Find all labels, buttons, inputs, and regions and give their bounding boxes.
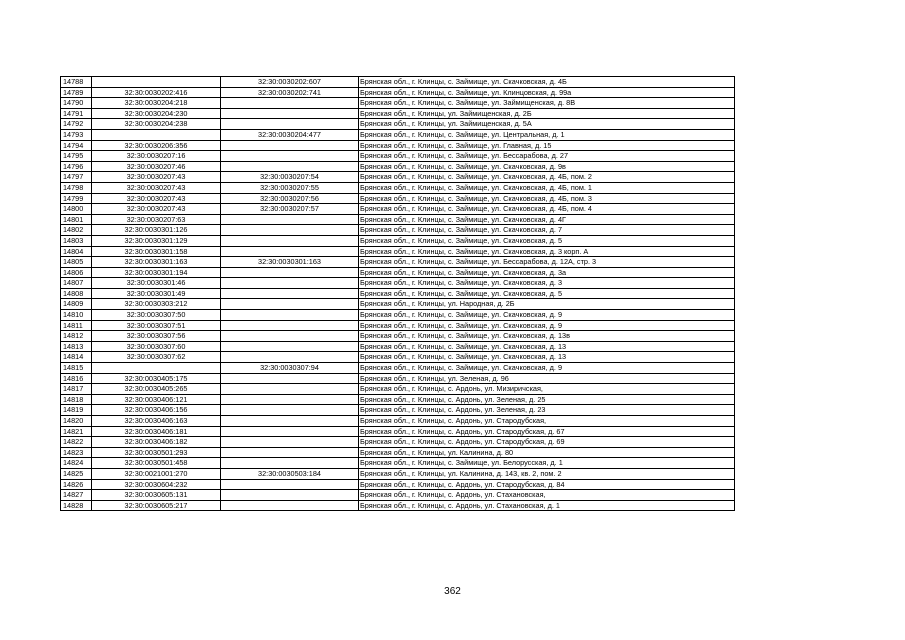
cadastral-land-number-cell: 32:30:0030206:356 [92, 140, 221, 151]
address-cell: Брянская обл., г. Клинцы, с. Займище, ул. Бессарабова, д. 27 [359, 151, 735, 162]
address-cell: Брянская обл., г. Клинцы, с. Ардонь, ул. Зеленая, д. 23 [359, 405, 735, 416]
table-row [61, 288, 735, 299]
cadastral-land-number-cell: 32:30:0030303:212 [92, 299, 221, 310]
cadastral-land-number-cell: 32:30:0030406:163 [92, 416, 221, 427]
address-cell: Брянская обл., г. Клинцы, с. Займище, ул. Главная, д. 15 [359, 140, 735, 151]
cadastral-land-number-cell: 32:30:0030207:46 [92, 161, 221, 172]
cadastral-land-number-cell: 32:30:0030406:181 [92, 426, 221, 437]
table-row [61, 98, 735, 109]
cadastral-table [60, 76, 735, 511]
table-row [61, 490, 735, 501]
cadastral-land-number-cell: 32:30:0021001:270 [92, 468, 221, 479]
address-cell: Брянская обл., г. Клинцы, ул. Займищенская, д. 5А [359, 119, 735, 130]
cadastral-object-number-cell [221, 405, 359, 416]
cadastral-land-number-cell [92, 129, 221, 140]
cadastral-land-number-cell: 32:30:0030301:126 [92, 225, 221, 236]
row-number-cell: 14813 [61, 341, 92, 352]
table-row [61, 352, 735, 363]
table-row [61, 447, 735, 458]
cadastral-land-number-cell: 32:30:0030307:62 [92, 352, 221, 363]
cadastral-land-number-cell: 32:30:0030204:218 [92, 98, 221, 109]
address-cell: Брянская обл., г. Клинцы, с. Ардонь, ул. Стародубская, [359, 416, 735, 427]
address-cell: Брянская обл., г. Клинцы, с. Займище, ул. Скачковская, д. 4Г [359, 214, 735, 225]
row-number-cell: 14797 [61, 172, 92, 183]
table-row [61, 426, 735, 437]
address-cell: Брянская обл., г. Клинцы, ул. Зеленая, д. 96 [359, 373, 735, 384]
cadastral-object-number-cell [221, 235, 359, 246]
cadastral-land-number-cell: 32:30:0030207:63 [92, 214, 221, 225]
table-row [61, 204, 735, 215]
row-number-cell: 14805 [61, 257, 92, 268]
table-row [61, 458, 735, 469]
row-number-cell: 14815 [61, 363, 92, 374]
row-number-cell: 14817 [61, 384, 92, 395]
cadastral-land-number-cell: 32:30:0030501:293 [92, 447, 221, 458]
row-number-cell: 14796 [61, 161, 92, 172]
row-number-cell: 14804 [61, 246, 92, 257]
cadastral-land-number-cell: 32:30:0030207:16 [92, 151, 221, 162]
table-row [61, 87, 735, 98]
cadastral-land-number-cell: 32:30:0030202:416 [92, 87, 221, 98]
table-row [61, 193, 735, 204]
table-row [61, 468, 735, 479]
cadastral-object-number-cell: 32:30:0030207:56 [221, 193, 359, 204]
cadastral-land-number-cell: 32:30:0030605:131 [92, 490, 221, 501]
cadastral-object-number-cell: 32:30:0030202:741 [221, 87, 359, 98]
address-cell: Брянская обл., г. Клинцы, с. Займище, ул. Скачковская, д. 13 [359, 352, 735, 363]
address-cell: Брянская обл., г. Клинцы, с. Займище, ул. Скачковская, д. 3 корп. А [359, 246, 735, 257]
cadastral-object-number-cell [221, 119, 359, 130]
table-row [61, 257, 735, 268]
row-number-cell: 14789 [61, 87, 92, 98]
cadastral-land-number-cell: 32:30:0030605:217 [92, 500, 221, 511]
table-row [61, 151, 735, 162]
table-row [61, 235, 735, 246]
cadastral-object-number-cell [221, 161, 359, 172]
cadastral-object-number-cell [221, 267, 359, 278]
row-number-cell: 14827 [61, 490, 92, 501]
row-number-cell: 14823 [61, 447, 92, 458]
cadastral-land-number-cell: 32:30:0030207:43 [92, 193, 221, 204]
row-number-cell: 14821 [61, 426, 92, 437]
address-cell: Брянская обл., г. Клинцы, с. Займище, ул. Скачковская, д. 9 [359, 310, 735, 321]
cadastral-land-number-cell: 32:30:0030406:121 [92, 394, 221, 405]
address-cell: Брянская обл., г. Клинцы, с. Займище, ул. Бессарабова, д. 12А, стр. 3 [359, 257, 735, 268]
cadastral-land-number-cell: 32:30:0030604:232 [92, 479, 221, 490]
cadastral-object-number-cell: 32:30:0030307:94 [221, 363, 359, 374]
address-cell: Брянская обл., г. Клинцы, с. Займище, ул. Скачковская, д. 4Б, пом. 3 [359, 193, 735, 204]
row-number-cell: 14828 [61, 500, 92, 511]
address-cell: Брянская обл., г. Клинцы, с. Займище, ул. Скачковская, д. 13в [359, 331, 735, 342]
address-cell: Брянская обл., г. Клинцы, с. Займище, ул. Скачковская, д. 9 [359, 320, 735, 331]
table-row [61, 267, 735, 278]
row-number-cell: 14807 [61, 278, 92, 289]
cadastral-land-number-cell: 32:30:0030301:46 [92, 278, 221, 289]
address-cell: Брянская обл., г. Клинцы, с. Займище, ул. Скачковская, д. 5 [359, 288, 735, 299]
cadastral-object-number-cell [221, 437, 359, 448]
table-row [61, 363, 735, 374]
row-number-cell: 14793 [61, 129, 92, 140]
cadastral-object-number-cell [221, 490, 359, 501]
row-number-cell: 14819 [61, 405, 92, 416]
cadastral-object-number-cell [221, 320, 359, 331]
address-cell: Брянская обл., г. Клинцы, ул. Калинина, д. 80 [359, 447, 735, 458]
row-number-cell: 14795 [61, 151, 92, 162]
row-number-cell: 14788 [61, 77, 92, 88]
cadastral-object-number-cell [221, 416, 359, 427]
row-number-cell: 14792 [61, 119, 92, 130]
row-number-cell: 14816 [61, 373, 92, 384]
address-cell: Брянская обл., г. Клинцы, с. Ардонь, ул. Стахановская, [359, 490, 735, 501]
cadastral-object-number-cell: 32:30:0030207:57 [221, 204, 359, 215]
cadastral-land-number-cell: 32:30:0030307:56 [92, 331, 221, 342]
cadastral-land-number-cell: 32:30:0030207:43 [92, 204, 221, 215]
cadastral-land-number-cell: 32:30:0030301:129 [92, 235, 221, 246]
cadastral-object-number-cell [221, 225, 359, 236]
table-row [61, 416, 735, 427]
cadastral-object-number-cell [221, 500, 359, 511]
cadastral-object-number-cell [221, 98, 359, 109]
cadastral-object-number-cell [221, 352, 359, 363]
row-number-cell: 14798 [61, 182, 92, 193]
cadastral-land-number-cell: 32:30:0030301:194 [92, 267, 221, 278]
row-number-cell: 14814 [61, 352, 92, 363]
table-row [61, 161, 735, 172]
address-cell: Брянская обл., г. Клинцы, с. Ардонь, ул. Стародубская, д. 67 [359, 426, 735, 437]
cadastral-land-number-cell: 32:30:0030405:175 [92, 373, 221, 384]
cadastral-land-number-cell: 32:30:0030405:265 [92, 384, 221, 395]
address-cell: Брянская обл., г. Клинцы, ул. Народная, д. 2Б [359, 299, 735, 310]
cadastral-object-number-cell [221, 151, 359, 162]
address-cell: Брянская обл., г. Клинцы, с. Ардонь, ул. Стародубская, д. 84 [359, 479, 735, 490]
cadastral-land-number-cell: 32:30:0030501:458 [92, 458, 221, 469]
cadastral-object-number-cell [221, 140, 359, 151]
address-cell: Брянская обл., г. Клинцы, с. Ардонь, ул. Стахановская, д. 1 [359, 500, 735, 511]
cadastral-land-number-cell: 32:30:0030406:182 [92, 437, 221, 448]
table-row [61, 119, 735, 130]
table-row [61, 214, 735, 225]
table-row [61, 479, 735, 490]
address-cell: Брянская обл., г. Клинцы, с. Займище, ул. Клинцовская, д. 99а [359, 87, 735, 98]
cadastral-land-number-cell: 32:30:0030307:60 [92, 341, 221, 352]
row-number-cell: 14806 [61, 267, 92, 278]
cadastral-object-number-cell [221, 278, 359, 289]
cadastral-object-number-cell [221, 394, 359, 405]
row-number-cell: 14818 [61, 394, 92, 405]
table-row [61, 394, 735, 405]
cadastral-object-number-cell [221, 373, 359, 384]
address-cell: Брянская обл., г. Клинцы, с. Займище, ул. Белорусская, д. 1 [359, 458, 735, 469]
cadastral-object-number-cell: 32:30:0030202:607 [221, 77, 359, 88]
cadastral-object-number-cell [221, 384, 359, 395]
cadastral-object-number-cell [221, 246, 359, 257]
row-number-cell: 14824 [61, 458, 92, 469]
cadastral-land-number-cell [92, 77, 221, 88]
table-row [61, 500, 735, 511]
cadastral-object-number-cell: 32:30:0030207:55 [221, 182, 359, 193]
cadastral-object-number-cell: 32:30:0030207:54 [221, 172, 359, 183]
cadastral-object-number-cell [221, 426, 359, 437]
address-cell: Брянская обл., г. Клинцы, с. Займище, ул. Скачковская, д. 4Б, пом. 4 [359, 204, 735, 215]
table-row [61, 108, 735, 119]
address-cell: Брянская обл., г. Клинцы, с. Ардонь, ул. Зеленая, д. 25 [359, 394, 735, 405]
row-number-cell: 14810 [61, 310, 92, 321]
cadastral-land-number-cell: 32:30:0030301:163 [92, 257, 221, 268]
address-cell: Брянская обл., г. Клинцы, с. Займище, ул. Скачковская, д. 7 [359, 225, 735, 236]
cadastral-object-number-cell [221, 458, 359, 469]
row-number-cell: 14822 [61, 437, 92, 448]
table-row [61, 310, 735, 321]
address-cell: Брянская обл., г. Клинцы, ул. Калинина, д. 143, кв. 2, пом. 2 [359, 468, 735, 479]
cadastral-land-number-cell: 32:30:0030307:50 [92, 310, 221, 321]
cadastral-land-number-cell: 32:30:0030301:49 [92, 288, 221, 299]
address-cell: Брянская обл., г. Клинцы, с. Займище, ул. Скачковская, д. 13 [359, 341, 735, 352]
cadastral-object-number-cell: 32:30:0030301:163 [221, 257, 359, 268]
row-number-cell: 14794 [61, 140, 92, 151]
table-row [61, 129, 735, 140]
address-cell: Брянская обл., г. Клинцы, с. Займище, ул. Скачковская, д. 4Б, пом. 2 [359, 172, 735, 183]
row-number-cell: 14791 [61, 108, 92, 119]
cadastral-object-number-cell [221, 310, 359, 321]
table-body [61, 77, 735, 511]
cadastral-land-number-cell: 32:30:0030207:43 [92, 172, 221, 183]
table-row [61, 246, 735, 257]
cadastral-object-number-cell [221, 108, 359, 119]
cadastral-land-number-cell: 32:30:0030207:43 [92, 182, 221, 193]
page-number: 362 [444, 586, 461, 597]
table-row [61, 331, 735, 342]
row-number-cell: 14811 [61, 320, 92, 331]
table-row [61, 172, 735, 183]
table-row [61, 320, 735, 331]
cadastral-object-number-cell [221, 288, 359, 299]
table-row [61, 278, 735, 289]
address-cell: Брянская обл., г. Клинцы, ул. Займищенская, д. 2Б [359, 108, 735, 119]
address-cell: Брянская обл., г. Клинцы, с. Займище, ул. Скачковская, д. 9в [359, 161, 735, 172]
table-row [61, 140, 735, 151]
row-number-cell: 14820 [61, 416, 92, 427]
cadastral-land-number-cell: 32:30:0030406:156 [92, 405, 221, 416]
cadastral-object-number-cell [221, 214, 359, 225]
cadastral-object-number-cell [221, 331, 359, 342]
address-cell: Брянская обл., г. Клинцы, с. Займище, ул. Скачковская, д. 4Б [359, 77, 735, 88]
address-cell: Брянская обл., г. Клинцы, с. Займище, ул. Скачковская, д. 3а [359, 267, 735, 278]
cadastral-object-number-cell [221, 447, 359, 458]
row-number-cell: 14800 [61, 204, 92, 215]
cadastral-object-number-cell: 32:30:0030204:477 [221, 129, 359, 140]
table-row [61, 341, 735, 352]
address-cell: Брянская обл., г. Клинцы, с. Займище, ул. Скачковская, д. 5 [359, 235, 735, 246]
row-number-cell: 14808 [61, 288, 92, 299]
row-number-cell: 14809 [61, 299, 92, 310]
row-number-cell: 14790 [61, 98, 92, 109]
table-row [61, 405, 735, 416]
address-cell: Брянская обл., г. Клинцы, с. Займище, ул. Займищенская, д. 8В [359, 98, 735, 109]
row-number-cell: 14802 [61, 225, 92, 236]
cadastral-object-number-cell: 32:30:0030503:184 [221, 468, 359, 479]
address-cell: Брянская обл., г. Клинцы, с. Займище, ул. Центральная, д. 1 [359, 129, 735, 140]
cadastral-land-number-cell: 32:30:0030301:158 [92, 246, 221, 257]
row-number-cell: 14799 [61, 193, 92, 204]
cadastral-land-number-cell [92, 363, 221, 374]
address-cell: Брянская обл., г. Клинцы, с. Займище, ул. Скачковская, д. 4Б, пом. 1 [359, 182, 735, 193]
table-row [61, 384, 735, 395]
table-row [61, 182, 735, 193]
address-cell: Брянская обл., г. Клинцы, с. Займище, ул. Скачковская, д. 3 [359, 278, 735, 289]
address-cell: Брянская обл., г. Клинцы, с. Ардонь, ул. Стародубская, д. 69 [359, 437, 735, 448]
table-row [61, 225, 735, 236]
row-number-cell: 14803 [61, 235, 92, 246]
cadastral-object-number-cell [221, 341, 359, 352]
row-number-cell: 14812 [61, 331, 92, 342]
address-cell: Брянская обл., г. Клинцы, с. Ардонь, ул. Мизиричская, [359, 384, 735, 395]
cadastral-land-number-cell: 32:30:0030307:51 [92, 320, 221, 331]
table-row [61, 77, 735, 88]
cadastral-land-number-cell: 32:30:0030204:230 [92, 108, 221, 119]
cadastral-land-number-cell: 32:30:0030204:238 [92, 119, 221, 130]
row-number-cell: 14825 [61, 468, 92, 479]
table-row [61, 437, 735, 448]
row-number-cell: 14801 [61, 214, 92, 225]
table-row [61, 373, 735, 384]
address-cell: Брянская обл., г. Клинцы, с. Займище, ул. Скачковская, д. 9 [359, 363, 735, 374]
cadastral-object-number-cell [221, 479, 359, 490]
table-row [61, 299, 735, 310]
row-number-cell: 14826 [61, 479, 92, 490]
cadastral-object-number-cell [221, 299, 359, 310]
